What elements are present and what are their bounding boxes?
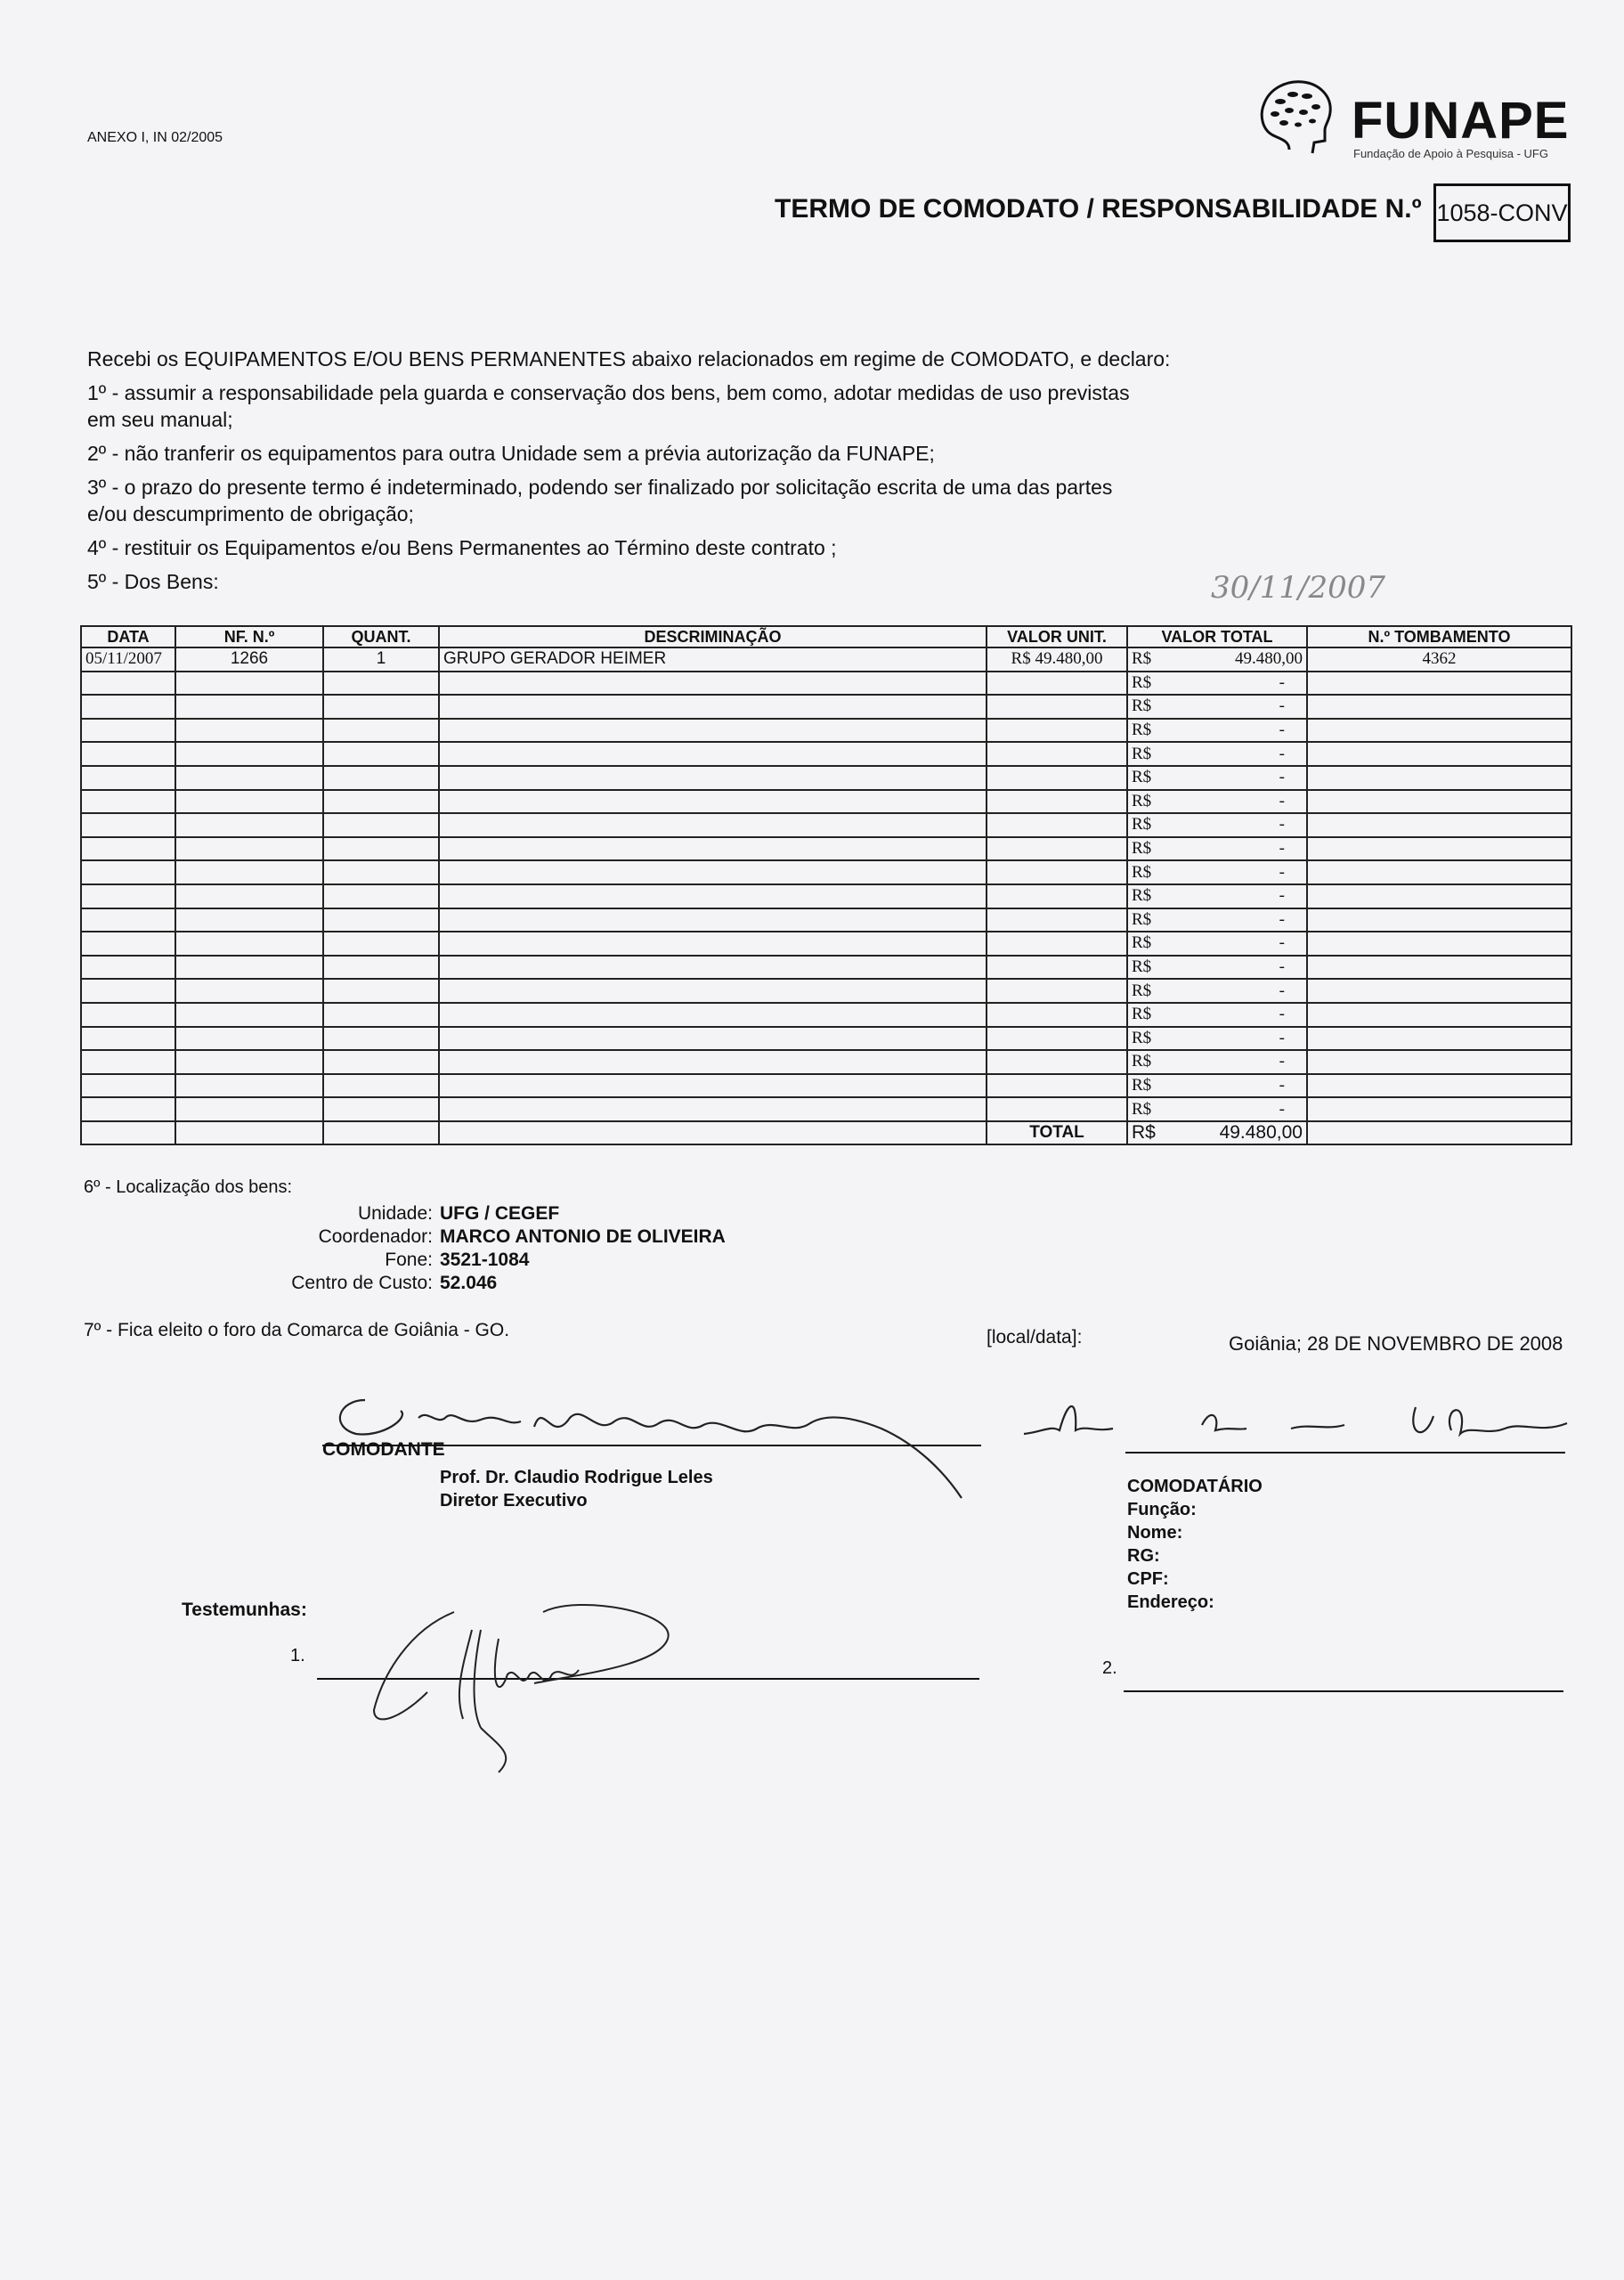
empty-cell <box>175 1097 323 1121</box>
empty-cell <box>987 1027 1127 1051</box>
empty-cell <box>81 813 175 837</box>
total-amount: - <box>1279 1028 1285 1047</box>
empty-cell <box>439 719 987 743</box>
empty-cell <box>81 979 175 1003</box>
table-row <box>81 790 1571 814</box>
total-amount: - <box>1279 721 1285 740</box>
empty-cell <box>323 1097 439 1121</box>
empty-cell <box>175 790 323 814</box>
unit-label: Unidade: <box>357 1203 433 1224</box>
cell-total-value <box>1127 742 1307 766</box>
empty-cell <box>175 979 323 1003</box>
clause-5: 5º - Dos Bens: <box>87 570 219 593</box>
witness-2-line <box>1124 1690 1563 1692</box>
table-row <box>81 1074 1571 1098</box>
total-amount: - <box>1279 672 1285 692</box>
cell-total-value <box>1127 695 1307 719</box>
empty-cell <box>175 742 323 766</box>
currency-symbol: R$ <box>1132 981 1152 1000</box>
empty-cell <box>1307 742 1571 766</box>
table-row <box>81 742 1571 766</box>
empty-cell <box>439 956 987 980</box>
col-header-asset-number: N.º TOMBAMENTO <box>1307 626 1571 647</box>
empty-cell <box>1307 956 1571 980</box>
empty-cell <box>1307 1050 1571 1074</box>
empty-cell <box>987 1050 1127 1074</box>
empty-cell <box>1307 766 1571 790</box>
cell-total-value <box>1127 908 1307 932</box>
empty-cell <box>81 719 175 743</box>
currency-symbol: R$ <box>1132 1075 1152 1095</box>
currency-symbol: R$ <box>1132 862 1152 882</box>
total-amount: - <box>1279 791 1285 810</box>
empty-cell <box>1307 932 1571 956</box>
cell-asset-number: 4362 <box>1307 647 1571 672</box>
empty-cell <box>81 695 175 719</box>
witness-2-number: 2. <box>1102 1658 1117 1678</box>
brain-logo-icon <box>1254 71 1343 160</box>
empty-cell <box>175 1050 323 1074</box>
field-cpf: CPF: <box>1127 1569 1169 1589</box>
cell-total-value <box>1127 884 1307 908</box>
total-amount: - <box>1279 815 1285 835</box>
empty-cell <box>175 884 323 908</box>
empty-cell <box>1307 1027 1571 1051</box>
currency-symbol: R$ <box>1132 672 1152 692</box>
empty-cell <box>323 766 439 790</box>
comodante-signer <box>440 1466 713 1512</box>
col-header-nf: NF. N.º <box>175 626 323 647</box>
currency-symbol: R$ <box>1132 886 1152 906</box>
empty-cell <box>1307 813 1571 837</box>
empty-cell <box>439 1003 987 1027</box>
coordinator-value: MARCO ANTONIO DE OLIVEIRA <box>440 1226 726 1247</box>
cell-total-value <box>1127 719 1307 743</box>
empty-cell <box>323 790 439 814</box>
empty-cell <box>323 837 439 861</box>
empty-cell <box>987 1074 1127 1098</box>
cell-total-value <box>1127 647 1307 672</box>
empty-cell <box>987 672 1127 696</box>
empty-cell <box>987 837 1127 861</box>
empty-cell <box>439 979 987 1003</box>
cell-total-value <box>1127 766 1307 790</box>
empty-cell <box>987 932 1127 956</box>
empty-cell <box>175 766 323 790</box>
total-amount: - <box>1279 768 1285 787</box>
clause-3: 3º - o prazo do presente termo é indeterminado, podendo ser finalizado por solicitação escrita de uma das partes e/ou descumprimento de obrigação; <box>87 476 1113 525</box>
empty-cell <box>439 790 987 814</box>
empty-cell <box>175 956 323 980</box>
empty-cell <box>81 1027 175 1051</box>
cell-total-value <box>1127 790 1307 814</box>
empty-cell <box>323 932 439 956</box>
document-title: TERMO DE COMODATO / RESPONSABILIDADE N.º <box>775 194 1422 224</box>
empty-cell <box>323 742 439 766</box>
coordinator-label: Coordenador: <box>318 1226 433 1247</box>
empty-cell <box>81 884 175 908</box>
empty-cell <box>81 837 175 861</box>
empty-cell <box>439 695 987 719</box>
table-row <box>81 860 1571 884</box>
table-row <box>81 956 1571 980</box>
empty-cell <box>81 860 175 884</box>
cell-total-value <box>1127 932 1307 956</box>
currency-symbol: R$ <box>1132 909 1152 929</box>
empty-cell <box>987 908 1127 932</box>
cell-total-value <box>1127 1097 1307 1121</box>
empty-cell <box>1307 837 1571 861</box>
logo-subtitle: Fundação de Apoio à Pesquisa - UFG <box>1353 147 1548 160</box>
empty-cell <box>987 956 1127 980</box>
empty-cell <box>323 813 439 837</box>
cell-unit-value: R$ 49.480,00 <box>987 647 1127 672</box>
empty-cell <box>439 1027 987 1051</box>
currency-symbol: R$ <box>1132 696 1152 716</box>
empty-cell <box>439 766 987 790</box>
empty-cell <box>987 742 1127 766</box>
location-heading: 6º - Localização dos bens: <box>84 1177 293 1197</box>
comodatario-label: COMODATÁRIO <box>1127 1477 1263 1496</box>
total-amount: - <box>1279 909 1285 929</box>
phone-label: Fone: <box>385 1250 433 1270</box>
empty-cell <box>439 1050 987 1074</box>
total-sum: 49.480,00 <box>1219 1122 1303 1144</box>
table-row <box>81 1050 1571 1074</box>
empty-cell <box>987 766 1127 790</box>
jurisdiction-clause: 7º - Fica eleito o foro da Comarca de Goiânia - GO. <box>84 1320 510 1340</box>
field-function: Função: <box>1127 1500 1197 1519</box>
table-row <box>81 672 1571 696</box>
witnesses-label: Testemunhas: <box>182 1600 307 1620</box>
empty-cell <box>439 932 987 956</box>
currency-symbol: R$ <box>1132 744 1152 763</box>
currency-symbol: R$ <box>1132 791 1152 810</box>
empty-cell <box>1307 790 1571 814</box>
empty-cell <box>1307 672 1571 696</box>
witness-1-number: 1. <box>290 1646 305 1665</box>
field-rg: RG: <box>1127 1546 1160 1566</box>
total-amount: - <box>1279 1052 1285 1071</box>
cell-total-value <box>1127 672 1307 696</box>
empty-cell <box>987 1097 1127 1121</box>
table-row <box>81 813 1571 837</box>
cell-total-value <box>1127 979 1307 1003</box>
empty-cell <box>1307 1074 1571 1098</box>
cell-quantity: 1 <box>323 647 439 672</box>
empty-cell <box>1307 860 1571 884</box>
declaration-text <box>87 346 1245 602</box>
empty-cell <box>81 932 175 956</box>
funape-logo <box>1254 71 1574 169</box>
total-amount: - <box>1279 886 1285 906</box>
empty-cell <box>175 860 323 884</box>
empty-cell <box>81 790 175 814</box>
empty-cell <box>987 884 1127 908</box>
empty-cell <box>323 1003 439 1027</box>
empty-cell <box>1307 1003 1571 1027</box>
empty-cell <box>1307 1097 1571 1121</box>
empty-cell <box>439 908 987 932</box>
cell-total-value <box>1127 956 1307 980</box>
empty-cell <box>81 742 175 766</box>
empty-cell <box>175 695 323 719</box>
field-name: Nome: <box>1127 1523 1183 1543</box>
empty-cell <box>323 979 439 1003</box>
empty-cell <box>323 672 439 696</box>
total-amount: - <box>1279 1005 1285 1024</box>
currency-symbol: R$ <box>1132 721 1152 740</box>
empty-cell <box>81 1050 175 1074</box>
table-row <box>81 1003 1571 1027</box>
signer-role: Diretor Executivo <box>440 1491 588 1510</box>
col-header-date: DATA <box>81 626 175 647</box>
total-sum-cell <box>1127 1121 1307 1145</box>
handwritten-date: 30/11/2007 <box>1211 570 1385 606</box>
comodante-label: COMODANTE <box>322 1439 445 1460</box>
empty-cell <box>81 766 175 790</box>
empty-cell <box>1307 884 1571 908</box>
empty-cell <box>81 908 175 932</box>
currency-symbol: R$ <box>1132 768 1152 787</box>
empty-cell <box>439 1074 987 1098</box>
table-row <box>81 695 1571 719</box>
empty-cell <box>439 813 987 837</box>
empty-cell <box>323 884 439 908</box>
total-label: TOTAL <box>987 1121 1127 1145</box>
empty-cell <box>323 695 439 719</box>
empty-cell <box>323 860 439 884</box>
empty-cell <box>439 742 987 766</box>
currency-symbol: R$ <box>1132 1005 1152 1024</box>
cell-total-value <box>1127 1003 1307 1027</box>
phone-value: 3521-1084 <box>440 1250 530 1270</box>
empty-cell <box>987 790 1127 814</box>
empty-cell <box>987 979 1127 1003</box>
cell-total-value <box>1127 1050 1307 1074</box>
location-details <box>178 1202 726 1295</box>
empty-cell <box>439 672 987 696</box>
signer-name: Prof. Dr. Claudio Rodrigue Leles <box>440 1468 713 1487</box>
total-amount: - <box>1279 1099 1285 1119</box>
col-header-quantity: QUANT. <box>323 626 439 647</box>
total-currency: R$ <box>1132 1122 1156 1144</box>
empty-cell <box>987 860 1127 884</box>
total-amount: - <box>1279 862 1285 882</box>
empty-cell <box>175 672 323 696</box>
term-number-box: 1058-CONV <box>1433 183 1571 242</box>
declaration-lead: Recebi os EQUIPAMENTOS E/OU BENS PERMANENTES abaixo relacionados em regime de COMODATO, e declaro: <box>87 347 1171 370</box>
empty-cell <box>1307 695 1571 719</box>
comodatario-block <box>1127 1475 1263 1614</box>
empty-cell <box>439 884 987 908</box>
empty-cell <box>175 1003 323 1027</box>
cell-total-value <box>1127 1074 1307 1098</box>
empty-cell <box>81 1097 175 1121</box>
empty-cell <box>323 908 439 932</box>
table-row <box>81 1027 1571 1051</box>
cell-total-value <box>1127 860 1307 884</box>
empty-cell <box>323 1074 439 1098</box>
annex-reference: ANEXO I, IN 02/2005 <box>87 130 223 145</box>
table-row <box>81 932 1571 956</box>
empty-cell <box>987 813 1127 837</box>
cost-center-value: 52.046 <box>440 1273 498 1293</box>
empty-cell <box>1307 979 1571 1003</box>
total-amount: - <box>1279 981 1285 1000</box>
empty-cell <box>81 956 175 980</box>
table-total-row <box>81 1121 1571 1145</box>
comodatario-signature-line <box>1125 1452 1565 1454</box>
currency-symbol: R$ <box>1132 839 1152 859</box>
empty-cell <box>175 1027 323 1051</box>
total-amount: - <box>1279 1075 1285 1095</box>
total-amount: - <box>1279 744 1285 763</box>
table-row <box>81 766 1571 790</box>
empty-cell <box>987 719 1127 743</box>
goods-table <box>80 625 1572 1145</box>
field-address: Endereço: <box>1127 1592 1214 1612</box>
empty-cell <box>323 1027 439 1051</box>
cell-nf: 1266 <box>175 647 323 672</box>
table-row <box>81 884 1571 908</box>
logo-wordmark: FUNAPE <box>1352 92 1570 150</box>
currency-symbol: R$ <box>1132 957 1152 977</box>
empty-cell <box>175 908 323 932</box>
currency-symbol: R$ <box>1132 649 1152 669</box>
col-header-unit-value: VALOR UNIT. <box>987 626 1127 647</box>
table-row <box>81 1097 1571 1121</box>
total-amount: - <box>1279 957 1285 977</box>
cell-total-value <box>1127 837 1307 861</box>
cell-total-value <box>1127 1027 1307 1051</box>
table-header-row <box>81 626 1571 647</box>
city-date: Goiânia; 28 DE NOVEMBRO DE 2008 <box>1229 1332 1563 1355</box>
cell-date: 05/11/2007 <box>81 647 175 672</box>
col-header-description: DESCRIMINAÇÃO <box>439 626 987 647</box>
currency-symbol: R$ <box>1132 1052 1152 1071</box>
empty-cell <box>175 837 323 861</box>
witness-1-signature <box>374 1594 694 1772</box>
currency-symbol: R$ <box>1132 1028 1152 1047</box>
empty-cell <box>439 860 987 884</box>
empty-cell <box>439 837 987 861</box>
table-row <box>81 837 1571 861</box>
clause-1: 1º - assumir a responsabilidade pela guarda e conservação dos bens, bem como, adotar medidas de uso previstas em seu manual; <box>87 381 1130 431</box>
currency-symbol: R$ <box>1132 815 1152 835</box>
empty-cell <box>175 719 323 743</box>
empty-cell <box>323 719 439 743</box>
empty-cell <box>987 1003 1127 1027</box>
empty-cell <box>175 813 323 837</box>
empty-cell <box>323 956 439 980</box>
currency-symbol: R$ <box>1132 1099 1152 1119</box>
cell-description: GRUPO GERADOR HEIMER <box>439 647 987 672</box>
cell-total-value <box>1127 813 1307 837</box>
col-header-total-value: VALOR TOTAL <box>1127 626 1307 647</box>
total-amount: - <box>1279 696 1285 716</box>
empty-cell <box>1307 908 1571 932</box>
comodatario-signature <box>1024 1380 1612 1452</box>
table-row <box>81 719 1571 743</box>
empty-cell <box>175 932 323 956</box>
table-row <box>81 908 1571 932</box>
unit-value: UFG / CEGEF <box>440 1203 560 1224</box>
empty-cell <box>439 1097 987 1121</box>
empty-cell <box>323 1050 439 1074</box>
total-amount: 49.480,00 <box>1235 649 1303 669</box>
empty-cell <box>987 695 1127 719</box>
empty-cell <box>1307 719 1571 743</box>
local-date-label: [local/data]: <box>987 1327 1083 1348</box>
clause-2: 2º - não tranferir os equipamentos para outra Unidade sem a prévia autorização da FUNAPE; <box>87 442 935 465</box>
clause-4: 4º - restituir os Equipamentos e/ou Bens Permanentes ao Término deste contrato ; <box>87 536 837 559</box>
currency-symbol: R$ <box>1132 933 1152 953</box>
empty-cell <box>81 1074 175 1098</box>
empty-cell <box>175 1074 323 1098</box>
empty-cell <box>81 1003 175 1027</box>
cost-center-label: Centro de Custo: <box>291 1273 433 1293</box>
total-amount: - <box>1279 839 1285 859</box>
table-row <box>81 647 1571 672</box>
empty-cell <box>81 672 175 696</box>
total-amount: - <box>1279 933 1285 953</box>
table-row <box>81 979 1571 1003</box>
